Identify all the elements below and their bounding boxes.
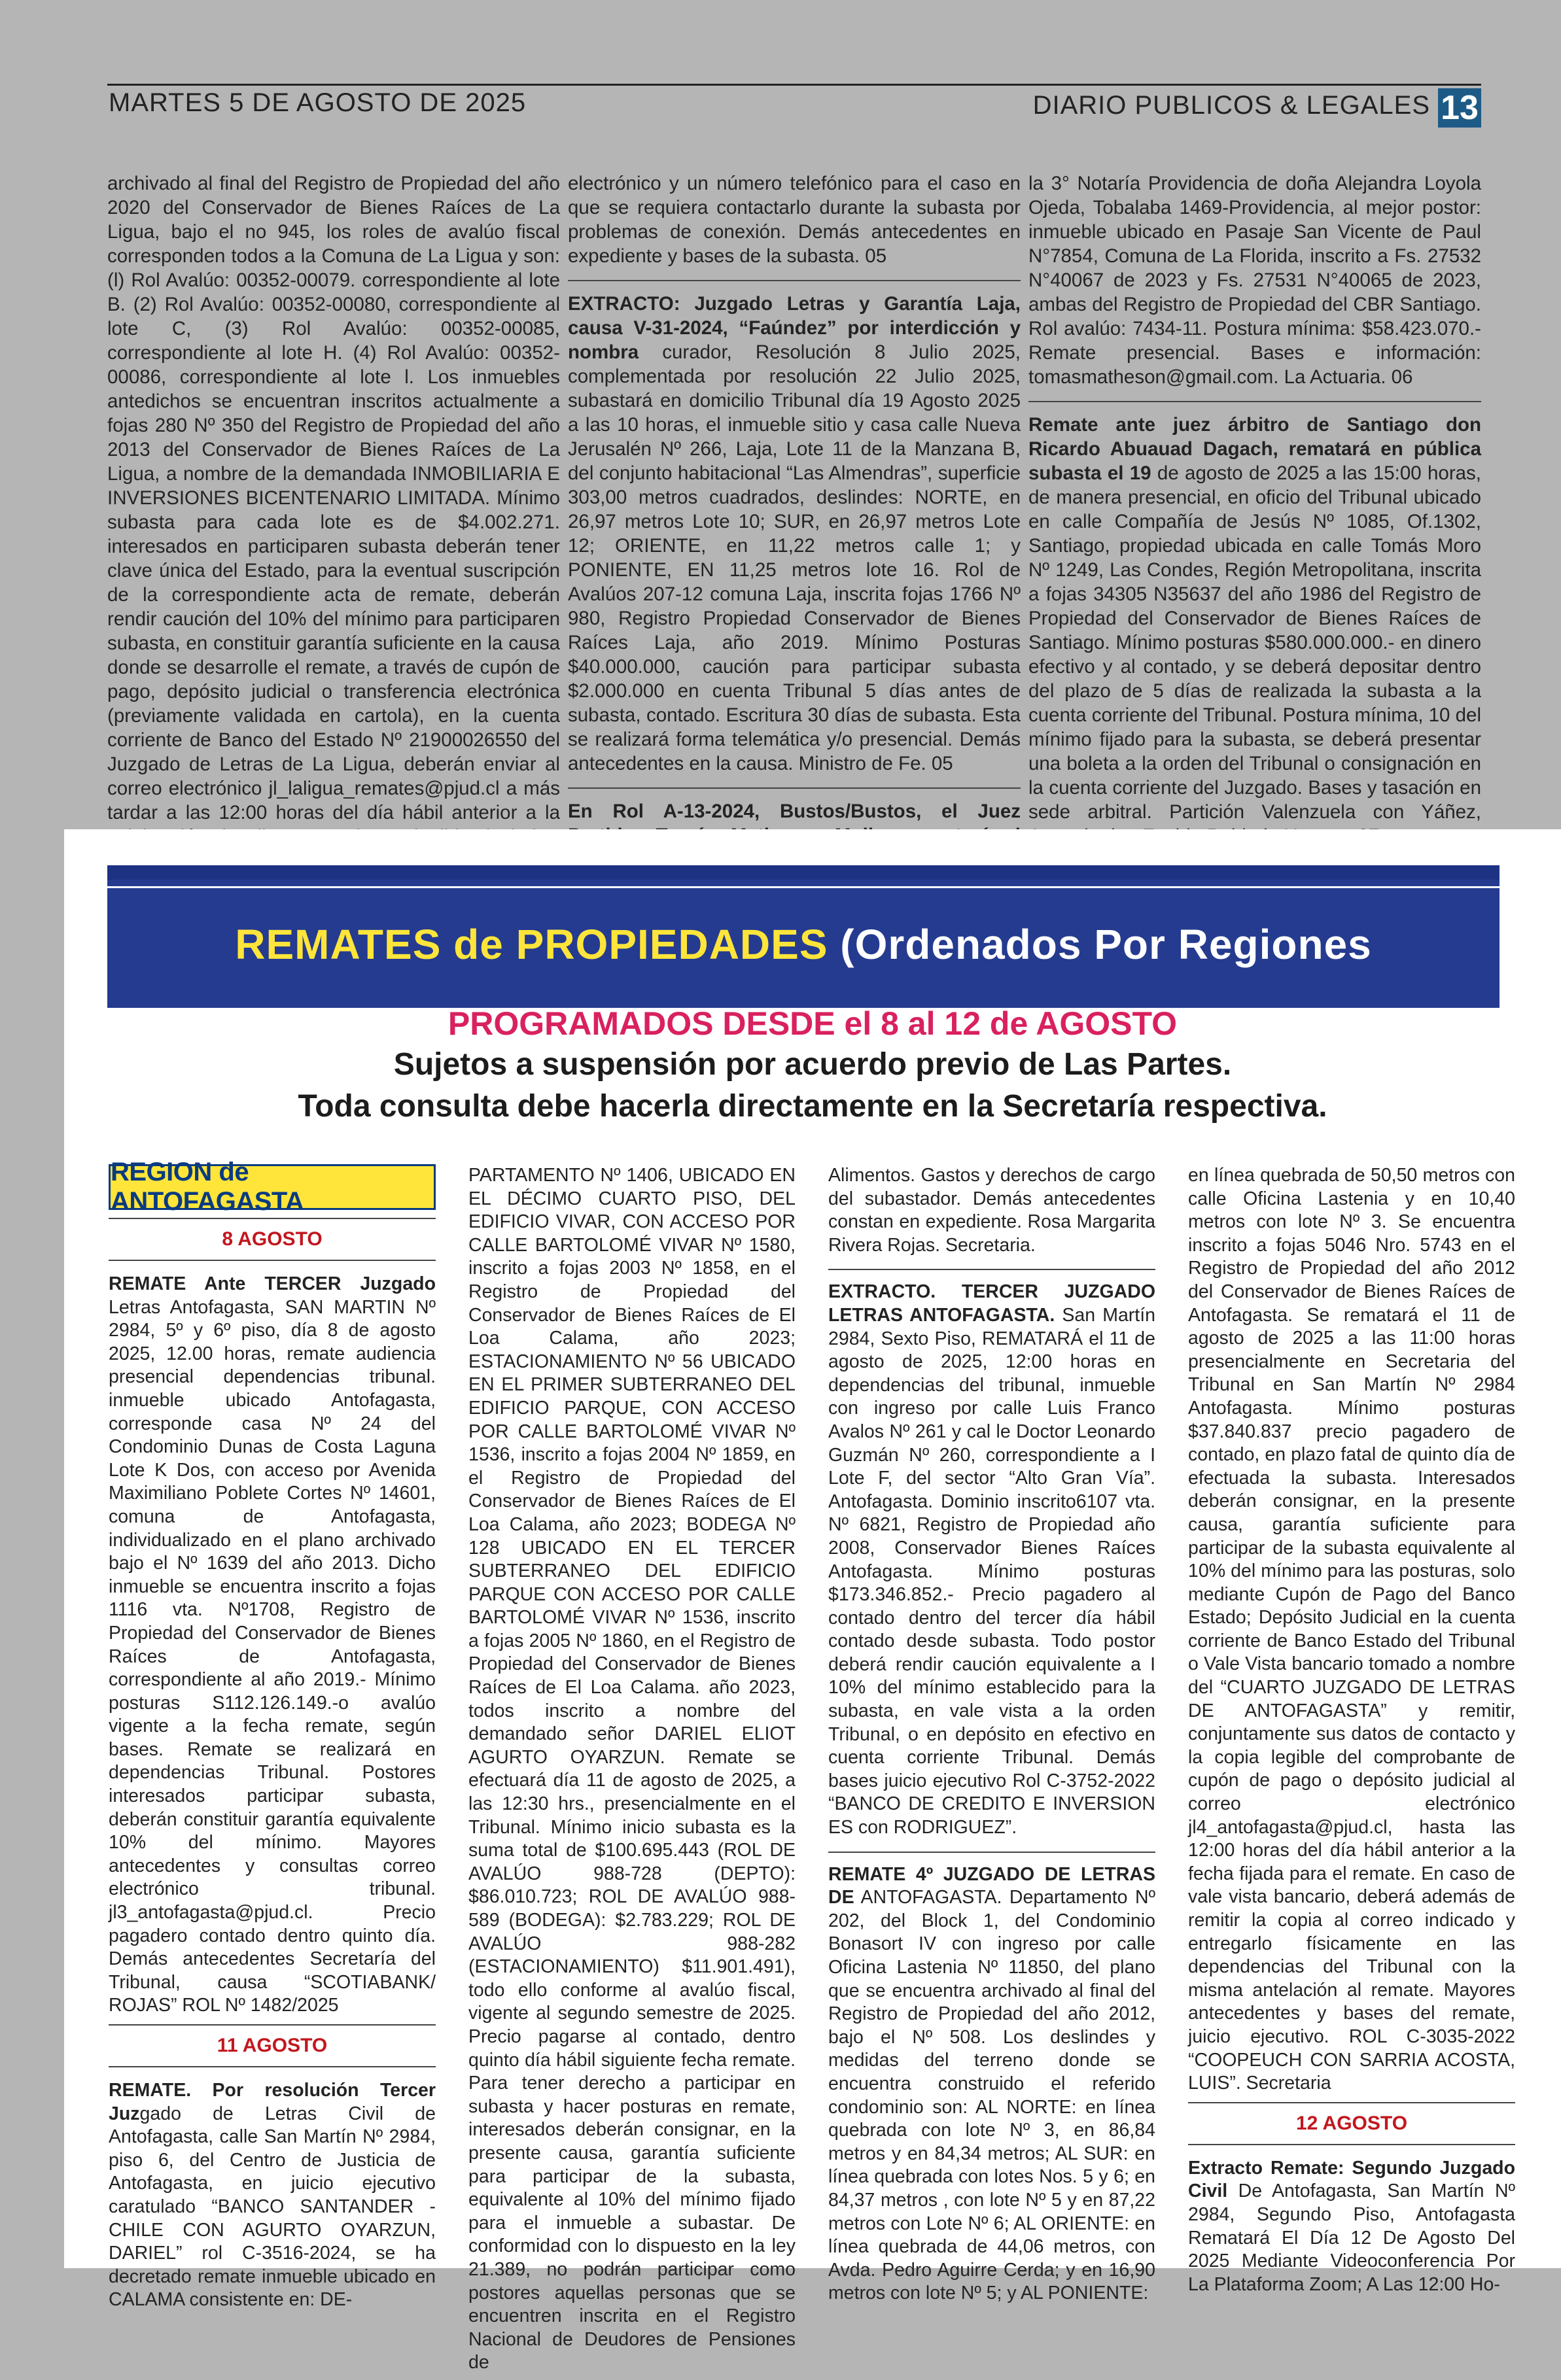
newspaper-name: DIARIO PUBLICOS & LEGALES — [1032, 91, 1430, 120]
notice-body: gado de Letras Civil de Antofagasta, calle San Martín Nº 2984, piso 6, del Centro de Justicia de Antofagasta, en juicio ejecutivo caratulado “BANCO SANTANDER - CHILE CON AGURTO OYARZUN, DARIEL” rol C-3516-2024, se ha decretado remate inmueble ubicado en CALAMA consistente en: DE- — [109, 2103, 436, 2311]
legal-notice — [828, 1281, 1155, 1839]
remates-panel — [64, 829, 1561, 2373]
legal-notice — [1028, 413, 1481, 848]
notice-heading: EXTRACTO. TERCER JUZGADO LETRAS ANTOFAGASTA. — [828, 1281, 1155, 1326]
bottom-column-1 — [109, 1158, 436, 2380]
inquiry-note: Toda consulta debe hacerla directamente en la Secretaría respectiva. — [298, 1089, 1327, 1124]
banner-title-main: REMATES de PROPIEDADES — [235, 921, 828, 968]
date-heading: 8 AGOSTO — [109, 1218, 436, 1261]
schedule-heading: PROGRAMADOS DESDE el 8 al 12 de AGOSTO — [447, 1005, 1178, 1042]
bottom-column-4 — [1188, 1164, 1515, 2380]
legal-notice — [828, 1863, 1155, 2305]
notice-divider — [568, 280, 1021, 281]
suspension-note: Sujetos a suspensión por acuerdo previo de Las Partes. — [393, 1047, 1232, 1082]
top-column-2 — [568, 171, 1021, 904]
banner-rule — [107, 886, 1500, 888]
notice-divider — [828, 1269, 1155, 1270]
notice-heading: EXTRACTO: Juzgado Letras y Garantía Laja, causa V-31-2024, “Faúndez” por interdicción y nombra — [568, 293, 1021, 363]
legal-notice-text: la 3° Notaría Providencia de doña Alejandra Loyola Ojeda, Tobalaba 1469-Providencia, al mejor postor: inmueble ubicado en Pasaje San Vicente de Paul N°7854, Comuna de La Florida, inscrito a Fs. 27532 N°40067 de 2023 y Fs. 27531 N°40065 de 2023, ambas del Registro de Propiedad del CBR Santiago. Rol avalúo: 7434-11. Postura mínima: $58.423.070.- Remate presencial. Bases e información: tomasmatheson@gmail.com. La Actuaria. 06 — [1028, 173, 1481, 388]
region-name: REGION de ANTOFAGASTA — [111, 1158, 304, 1216]
date-heading: 11 AGOSTO — [109, 2024, 436, 2067]
notice-heading: En Rol A-13-2024, Bustos/Bustos, el Juez — [568, 801, 1021, 822]
notice-divider — [1028, 401, 1481, 402]
legal-notice-text: PARTAMENTO Nº 1406, UBICADO EN EL DÉCIMO CUARTO PISO, DEL EDIFICIO VIVAR, CON ACCESO POR CALLE BARTOLOMÉ VIVAR Nº 1580, inscrito a fojas 2003 Nº 1858, en el Registro de Propiedad del Conservador de Bienes Raíces de El Loa Calama, año 2023; ESTACIONAMIENTO Nº 56 UBICADO EN EL PRIMER SUBTERRANEO DEL EDIFICIO PARQUE, CON ACCESO POR CALLE BARTOLOMÉ VIVAR Nº 1536, inscrito a fojas 2004 Nº 1859, en el Registro de Propiedad del Conservador de Bienes Raíces de El Loa Calama, año 2023; BODEGA Nº 128 UBICADO EN EL TERCER SUBTERRANEO DEL EDIFICIO PARQUE CON ACCESO POR CALLE BARTOLOMÉ VIVAR Nº 1536, inscrito a fojas 2005 Nº 1860, en el Registro de Propiedad del Conservador de Bienes Raíces de El Loa Calama. año 2023, todos inscrito a nombre del demandado señor DARIEL ELIOT AGURTO OYARZUN. Remate se efectuará día 11 de agosto de 2025, a las 12:30 hrs., presencialmente en el Tribunal. Mínimo inicio subasta es la suma total de $100.695.443 (ROL DE AVALÚO 988-728 (DEPTO): $86.010.723; ROL DE AVALÚO 988-589 (BODEGA): $2.783.229; ROL DE AVALÚO 988-282 (ESTACIONAMIENTO) $11.901.491), todo ello conforme al avalúo fiscal, vigente al segundo semestre de 2025. Precio pagarse al contado, dentro quinto día hábil siguiente fecha remate. Para tener derecho a participar en subasta y hacer posturas en remate, interesados deberán consignar, en la presente causa, garantía suficiente para participar de la subasta, equivalente al 10% del mínimo fijado para el inmueble a subastar. De conformidad con lo dispuesto en la ley 21.389, no podrán participar como postores aquellas personas que se encuentren inscrita en el Registro Nacional de Deudores de Pensiones de — [468, 1165, 796, 2373]
date-heading: 12 AGOSTO — [1188, 2102, 1515, 2145]
bottom-column-2 — [468, 1164, 796, 2380]
notice-heading: REMATE 4º JUZGADO DE LETRAS DE — [828, 1863, 1155, 1908]
legal-notice — [109, 1273, 436, 2018]
notice-body: San Martín 2984, Sexto Piso, REMATARÁ el 11 de agosto de 2025, 12:00 horas en dependencias del tribunal, inmueble con ingreso por calle Luis Franco Avalos Nº 261 y cal le Doctor Leonardo Guzmán Nº 260, correspondiente a I Lote F, del sector “Alto Gran Vía”. Antofagasta. Dominio inscrito6107 vta. Nº 6821, Registro de Propiedad año 2008, Conservador Bienes Raíces Antofagasta. Mínimo posturas $173.346.852.- Precio pagadero al contado dentro del tercer día hábil contado desde subasta. Todo postor deberá rendir caución equivalente a I 10% del mínimo establecido para la subasta, en vale vista a la orden Tribunal, o en depósito en efectivo en cuenta corriente Tribunal. Demás bases juicio ejecutivo Rol C-3752-2022 “BANCO DE CREDITO E INVERSION ES con RODRIGUEZ”. — [828, 1304, 1155, 1838]
legal-notice — [109, 2079, 436, 2312]
section-banner — [107, 865, 1500, 1008]
legal-notice-text: electrónico y un número telefónico para el caso en que se requiera contactarlo durante la subasta por problemas de conexión. Demás antecedentes en expediente y bases de la subasta. 05 — [568, 173, 1021, 267]
region-badge — [109, 1158, 436, 1216]
notice-body: curador, Resolución 8 Julio 2025, complementada por resolución 22 Julio 2025, subastará en domicilio Tribunal día 19 Agosto 2025 a las 10 horas, el inmueble sitio y casa calle Nueva Jerusalén Nº 266, Laja, Lote 11 de la Manzana B, del conjunto habitacional “Las Almendras”, superficie 303,00 metros cuadrados, deslindes: NORTE, en 26,97 metros Lote 10; SUR, en 26,97 metros Lote 12; ORIENTE, en 11,22 metros calle 1; y PONIENTE, EN 11,25 metros lote 16. Rol de Avalúos 207-12 comuna Laja, inscrita fojas 1766 Nº 980, Registro Propiedad Conservador de Bienes Raíces Laja, año 2019. Mínimo Posturas $40.000.000, caución para participar subasta $2.000.000 en cuenta Tribunal 5 días antes de subasta, contado. Escritura 30 días de subasta. Esta se realizará forma telemática y/o presencial. Demás antecedentes en la causa. Ministro de Fe. 05 — [568, 341, 1021, 774]
notice-divider — [568, 787, 1021, 789]
legal-notice-text: en línea quebrada de 50,50 metros con calle Oficina Lastenia y en 10,40 metros con lote Nº 3. Se encuentra inscrito a fojas 5046 Nro. 5743 en el Registro de Propiedad del año 2012 del Conservador de Bienes Raíces de Antofagasta. Se rematará el 11 de agosto de 2025 a las 11:00 horas presencialmente en Secretaria del Tribunal en San Martín Nº 2984 Antofagasta. Mínimo posturas $37.840.837 precio pagadero de contado, en plazo fatal de quinto día de efectuada la subasta. Interesados deberán consignar, en la presente causa, garantía suficiente para participar de la subasta equivalente al 10% del mínimo para las posturas, solo mediante Cupón de Pago del Banco Estado; Depósito Judicial en la cuenta corriente de Banco Estado del Tribunal o Vale Vista bancario tomado a nombre del “CUARTO JUZGADO DE LETRAS DE ANTOFAGASTA” y remitir, conjuntamente sus datos de contacto y la copia legible del comprobante de cupón de pago o depósito judicial al correo electrónico jl4_antofagasta@pjud.cl, hasta las 12:00 horas del día hábil anterior a la fecha fijada para el remate. En caso de vale vista bancario, deberá además de remitir la copia al correo indicado y entregarlo físicamente en las dependencias del Tribunal con la misma antelación al remate. Mayores antecedentes y bases del remate, juicio ejecutivo. ROL C-3035-2022 “COOPEUCH CON SARRIA ACOSTA, LUIS”. Secretaria — [1188, 1165, 1515, 2094]
notice-body: Letras Antofagasta, SAN MARTIN Nº 2984, 5º y 6º piso, día 8 de agosto 2025, 12.00 horas, remate audiencia presencial dependencias tribunal. inmueble ubicado Antofagasta, corresponde casa Nº 24 del Condominio Dunas de Costa Laguna Lote K Dos, con acceso por Avenida Maximiliano Poblete Cortes Nº 14601, comuna de Antofagasta, individualizado en el plano archivado bajo el Nº 1639 del año 2013. Dicho inmueble se encuentra inscrito a fojas 1116 vta. Nº1708, Registro de Propiedad del Conservador de Bienes Raíces de Antofagasta, correspondiente al año 2019.- Mínimo posturas S112.126.149.-o avalúo vigente a la fecha remate, según bases. Remate se realizará en dependencias Tribunal. Postores interesados participar subasta, deberán constituir garantía equivalente 10% del mínimo. Mayores antecedentes y consultas correo electrónico tribunal. jl3_antofagasta@pjud.cl. Precio pagadero contado dentro quinto día. Demás antecedentes Secretaría del Tribunal, causa “SCOTIABANK/ ROJAS” ROL Nº 1482/2025 — [109, 1296, 436, 2016]
notice-heading: Extracto Remate: Segundo Juzgado Civil — [1188, 2157, 1515, 2202]
notice-heading: Remate ante juez árbitro de Santiago don Ricardo Abuauad Dagach, rematará en pública subasta el 19 — [1028, 414, 1481, 484]
banner-title-sub: (Ordenados Por Regiones — [828, 921, 1372, 968]
page-number: 13 — [1438, 88, 1481, 128]
bottom-column-3 — [828, 1164, 1155, 2380]
legal-notice — [568, 292, 1021, 776]
notice-body: ANTOFAGASTA. Departamento Nº 202, del Block 1, del Condominio Bonasort IV con ingreso por calle Oficina Lastenia Nº 11850, del plano que se encuentra archivado al final del Registro de Propiedad del año 2012, bajo el Nº 508. Los deslindes y medidas del terreno donde se encuentra construido el referido condominio son: AL NORTE: en línea quebrada con lote Nº 3, en 86,84 metros y en 84,34 metros; AL SUR: en línea quebrada con lotes Nos. 5 y 6; en 84,37 metros , con lote Nº 5 y en 87,22 metros con Lote Nº 6; AL ORIENTE: en línea quebrada de 44,06 metros, con Avda. Pedro Aguirre Cerda; y en 16,90 metros con lote Nº 5; y AL PONIENTE: — [828, 1887, 1155, 2304]
notice-heading: REMATE. Por resolución Tercer Juz — [109, 2080, 436, 2124]
notice-heading: REMATE Ante TERCER Juzgado — [109, 1273, 436, 1294]
banner-title — [107, 920, 1500, 969]
notice-body: De Antofagasta, San Martín Nº 2984, Segundo Piso, Antofagasta Rematará El Día 12 De Agosto Del 2025 Mediante Videoconferencia Por La Plataforma Zoom; A Las 12:00 Ho- — [1188, 2181, 1515, 2295]
top-column-3 — [1028, 171, 1481, 904]
legal-notice — [1188, 2157, 1515, 2297]
legal-notice-text: archivado al final del Registro de Propiedad del año 2020 del Conservador de Bienes Raíces de La Ligua, bajo el no 945, los roles de avalúo fiscal corresponden todos a la Comuna de La Ligua y son: (l) Rol Avalúo: 00352-00079. correspondiente al lote B. (2) Rol Avalúo: 00352-00080, correspondiente al lote C, (3) Rol Avalúo: 00352-00085, correspondiente al lote H. (4) Rol Avalúo: 00352-00086, correspondiente al lote l. Los inmuebles antedichos se encuentran inscritos actualmente a fojas 280 Nº 350 del Registro de Propiedad del año 2013 del Conservador de Bienes Raíces de La Ligua, a nombre de la demandada INMOBILIARIA E INVERSIONES BICENTENARIO LIMITADA. Mínimo subasta para cada lote es de $4.002.271. interesados en participaren subasta deberán tener clave única del Estado, para la eventual suscripción de la correspondiente acta de remate, deberán rendir caución del 10% del mínimo para participaren subasta, en constituir garantía suficiente en la causa donde se desarrolle el remate, a través de cupón de pago, depósito judicial o transferencia electrónica (previamente validada en cartola), en la cuenta corriente de Banco del Estado Nº 21900026550 del Juzgado de Letras de La Ligua, deberán enviar al correo electrónico jl_laligua_remates@pjud.cl a más tardar a las 12:00 horas del día hábil anterior a la — [107, 173, 560, 823]
bottom-columns — [109, 1158, 1515, 2373]
top-column-1 — [107, 171, 560, 904]
page-header — [107, 84, 1481, 128]
legal-notice-text: Alimentos. Gastos y derechos de cargo del subastador. Demás antecedentes constan en expediente. Rosa Margarita Rivera Rojas. Secretaria. — [828, 1165, 1155, 1256]
notice-body: de agosto de 2025 a las 15:00 horas, de manera presencial, en oficio del Tribunal ubicado en calle Compañía de Jesús Nº 1085, Of.1302, Santiago, propiedad ubicada en calle Tomás Moro Nº 1249, Las Condes, Región Metropolitana, inscrita a fojas 34305 N35637 del año 1986 del Registro de Propiedad del Conservador de Bienes Raíces de Santiago. Mínimo posturas $580.000.000.- en dinero efectivo y al contado, y se deberá depositar dentro del plazo de 5 días de realizada la subasta a la cuenta corriente del Tribunal. Postura mínima, 10 del mínimo fijado para la subasta, se deberá presentar una boleta a la orden del Tribunal o consignación en la cuenta corriente del Juzgado. Bases y tasación en sede arbitral. Partición Valenzuela con Yáñez, — [1028, 462, 1481, 823]
top-columns — [107, 171, 1481, 823]
notice-divider — [828, 1852, 1155, 1853]
issue-date: MARTES 5 DE AGOSTO DE 2025 — [109, 88, 527, 117]
